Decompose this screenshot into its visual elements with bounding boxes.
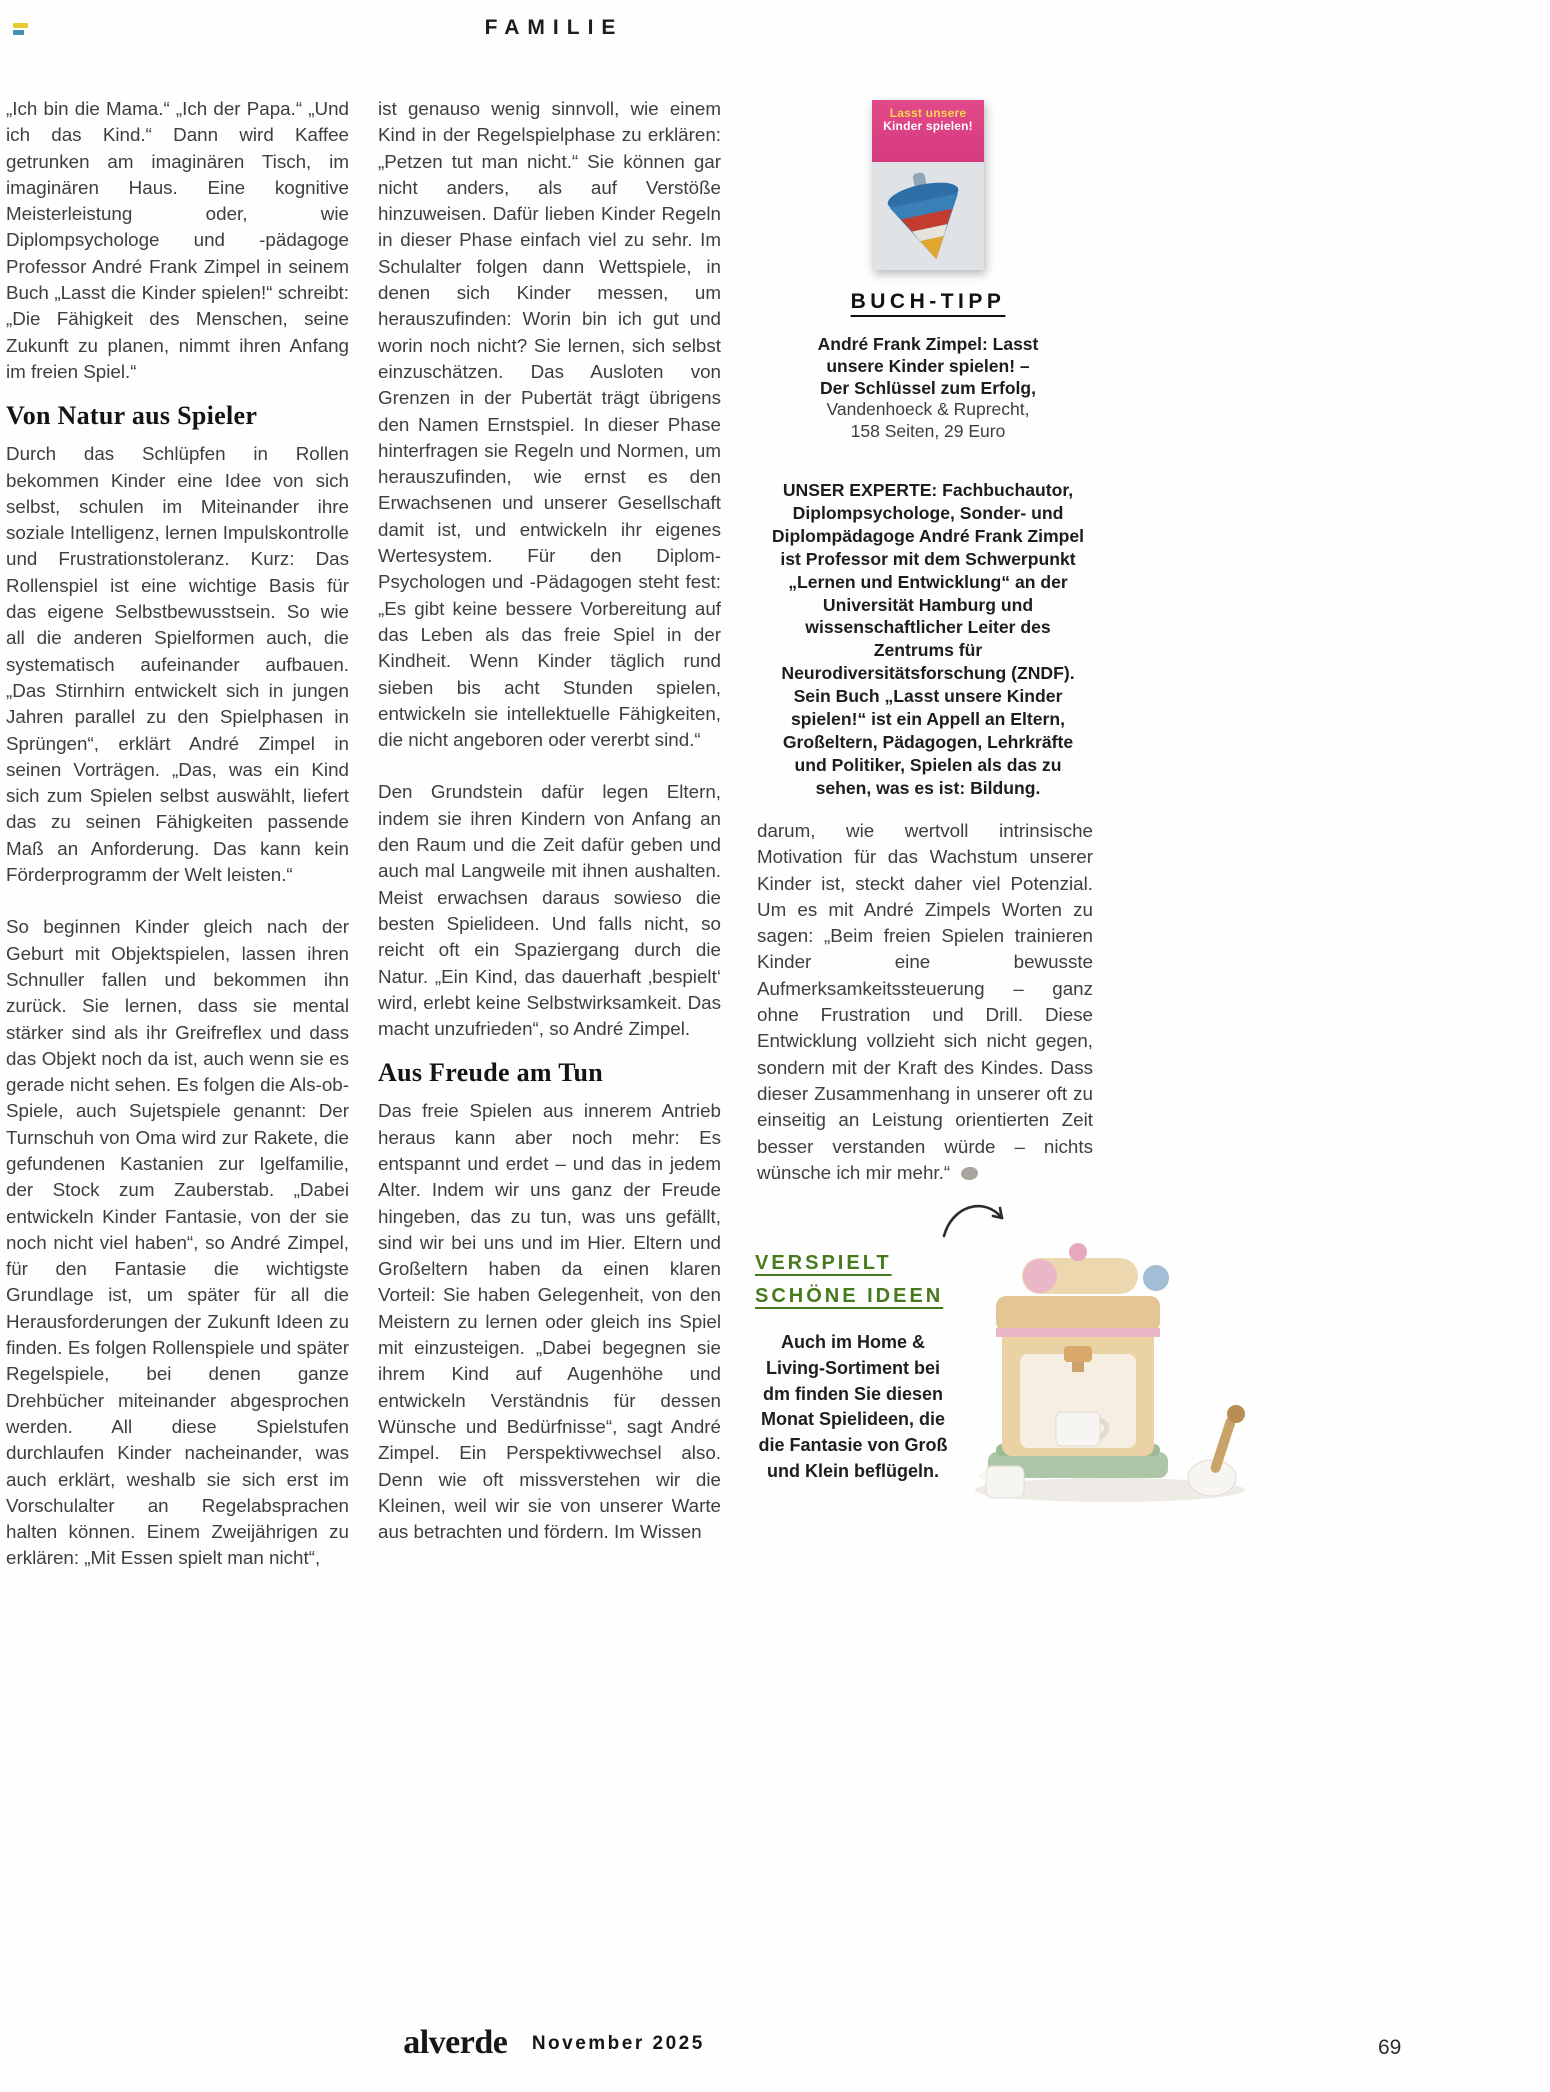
book-cover-title-line1: Lasst unsere [889, 106, 967, 120]
column-2 [378, 96, 721, 1545]
page-kicker: FAMILIE [484, 16, 624, 39]
promo-block [755, 1247, 951, 1485]
expert-bio: UNSER EXPERTE: Fachbuchautor, Diplompsychologe, Sonder- und Diplompädagoge André Frank Zimpel ist Professor mit dem Schwerpunkt „Lernen und Entwicklung“ an der Universität Hamburg und wissenschaftlicher Leiter des Zentrums für Neurodiversitätsforschung (ZNDF). Sein Buch „Lasst unsere Kinder spielen!“ ist ein Appell an Eltern, Großeltern, Pädagogen, Lehrkräfte und Politiker, Spielen als das zu sehen, was es ist: Bildung. [771, 479, 1085, 798]
article-paragraph-text: darum, wie wertvoll intrinsische Motivation für das Wachstum unserer Kinder ist, steckt daher viel Potenzial. Um es mit André Zimpels Worten zu sagen: „Beim freien Spielen trainieren Kinder eine bewusste Aufmerksamkeitssteuerung – ganz ohne Frustration und Drill. Diese Entwicklung vollzieht sich nicht gegen, sondern mit der Kraft des Kindes. Dass dieser Zusammenhang in unserer oft zu einseitig an Leistung orientierten Zeit besser verstanden würde – nichts wünsche ich mir mehr.“ [757, 820, 1093, 1183]
book-cover-title [878, 107, 978, 134]
article-paragraph [757, 818, 1093, 1186]
buch-tipp-heading: BUCH-TIPP [850, 290, 1006, 313]
promo-text: Auch im Home & Living-Sortiment bei dm finden Sie diesen Monat Spielideen, die die Fantasie von Groß und Klein beflügeln. [758, 1332, 948, 1481]
article-paragraph: Das freie Spielen aus innerem Antrieb heraus kann aber noch mehr: Es entspannt und erdet – und das in jedem Alter. Indem wir uns ganz der Freude hingeben, das zu tun, was uns gefällt, sind wir bei uns und im Hier. Eltern und Großeltern haben da einen klaren Vorteil: Sie haben Gelegenheit, von den Meistern zu lernen oder gleich ins Spiel mit einzusteigen. „Dabei begegnen sie ihrem Kind auf Augenhöhe und entwickeln Verständnis für dessen Wünsche und Bedürfnisse“, sagt André Zimpel. Ein Perspektivwechsel also. Denn wie oft missverstehen wir die Kleinen, weil wir sie von unserer Warte aus betrachten und fördern. Im Wissen [378, 1100, 721, 1543]
article-paragraph: „Ich bin die Mama.“ „Ich der Papa.“ „Und ich das Kind.“ Dann wird Kaffee getrunken am imaginären Tisch, im imaginären Haus. Eine kognitive Meisterleistung oder, wie Diplompsychologe und -pädagoge Professor André Frank Zimpel in seinem Buch „Lasst die Kinder spielen!“ schreibt: „Die Fähigkeit des Menschen, seine Zukunft zu planen, nimmt ihren Anfang im freien Spiel.“ [6, 98, 349, 382]
article-paragraph: So beginnen Kinder gleich nach der Geburt mit Objektspielen, lassen ihren Schnuller fallen und bekommen ihn zurück. Sie lernen, dass sie mental stärker sind als ihr Greifreflex und dass das Objekt noch da ist, auch wenn sie es gerade nicht sehen. Es folgen die Als-ob-Spiele, auch Sujetspiele genannt: Der Turnschuh von Oma wird zur Rakete, die gefundenen Kastanien zur Igelfamilie, der Stock zum Zauberstab. „Dabei entwickeln Kinder Fantasie, von der sie noch nicht viel haben“, so André Zimpel, für den Fantasie die wichtigste Grundlage ist, um später für all die Herausforderungen der Zukunft Ideen zu finden. Es folgen Rollenspiele und später Regelspiele, bei denen ganze Drehbücher miteinander abgesprochen werden. All diese Spielstufen durchlaufen Kinder nacheinander, was auch erklärt, weshalb sie sich erst im Vorschulalter an Regelabsprachen halten können. Einem Zweijährigen zu erklären: „Mit Essen spielt man nicht“, [6, 916, 349, 1569]
issue-date: November 2025 [531, 2033, 705, 2054]
book-cover-top [872, 100, 984, 162]
book-cover-photo [872, 162, 984, 270]
toy-coffee-machine-image [960, 1238, 1258, 1508]
section-heading-aus-freude-am-tun: Aus Freude am Tun [378, 1058, 603, 1088]
spinning-top-illustration [872, 162, 984, 270]
page-number: 69 [1378, 2036, 1402, 2059]
book-cover-image [872, 100, 984, 270]
book-cover-title-line2: Kinder spielen! [883, 119, 973, 134]
section-heading-von-natur-aus-spieler: Von Natur aus Spieler [6, 401, 258, 431]
column-1 [6, 96, 349, 1572]
end-of-article-marker [960, 1166, 979, 1181]
promo-heading [755, 1247, 951, 1313]
book-citation [810, 334, 1046, 443]
article-paragraph: Den Grundstein dafür legen Eltern, indem sie ihren Kindern von Anfang an den Raum und die Zeit dafür geben und auch mal Langweile mit ihnen aushalten. Meist erwachsen daraus sowieso die besten Spielideen. Und falls nicht, so reicht oft ein Spaziergang durch die Natur. „Ein Kind, das dauerhaft ‚bespielt‘ wird, erlebt keine Selbstwirksamkeit. Das macht unzufrieden“, so André Zimpel. [378, 781, 721, 1040]
magazine-logo: alverde [403, 2024, 508, 2061]
footer [0, 2024, 1108, 2062]
book-citation-title: André Frank Zimpel: Lasst unsere Kinder spielen! – Der Schlüssel zum Erfolg, [817, 334, 1039, 398]
article-paragraph: ist genauso wenig sinnvoll, wie einem Kind in der Regelspielphase zu erklären: „Petzen tut man nicht.“ Sie können gar nicht anders, als auf Verstöße hinzuweisen. Dafür lieben Kinder Regeln in dieser Phase einfach viel zu sehr. Im Schulalter folgen dann Wettspiele, in denen sich Kinder messen, um herauszufinden: Worin bin ich gut und worin noch nicht? Sie lernen, sich selbst einzuschätzen. Das Ausloten von Grenzen in der Pubertät trägt übrigens den Namen Ernstspiel. In dieser Phase hinterfragen sie Regeln und Normen, um herauszufinden, wie ernst es den Erwachsenen und unserer Gesellschaft damit ist, und entwickeln ihr eigenes Wertesystem. Für den Diplom-Psychologen und -Pädagogen steht fest: „Es gibt keine bessere Vorbereitung auf das Leben als das freie Spiel in der Kindheit. Wenn Kinder täglich rund sieben bis acht Stunden spielen, entwickeln sie intellektuelle Fähigkeiten, die nicht angeboren oder vererbt sind.“ [378, 98, 721, 751]
promo-heading-line1: VERSPIELT [755, 1252, 892, 1274]
promo-heading-line2: SCHÖNE IDEEN [755, 1285, 944, 1307]
book-citation-publisher: Vandenhoeck & Ruprecht, 158 Seiten, 29 Euro [826, 399, 1030, 442]
article-paragraph: Durch das Schlüpfen in Rollen bekommen Kinder eine Idee von sich selbst, schulen im Miteinander ihre soziale Intelligenz, lernen Impulskontrolle und Frustrationstoleranz. Kurz: Das Rollenspiel ist eine wichtige Basis für das eigene Selbstbewusstsein. So wie all die anderen Spielformen auch, die systematisch aufeinander aufbauen. „Das Stirnhirn entwickelt sich in jungen Jahren parallel zu den Spielphasen in Sprüngen“, erklärt André Zimpel in seinen Vorträgen. „Das, was ein Kind sich zum Spielen selbst auswählt, liefert das zu seinen Fähigkeiten passende Maß an Anforderung. Das kann kein Förderprogramm der Welt leisten.“ [6, 443, 349, 886]
book-tip-sidebar [763, 96, 1093, 800]
column-3 [757, 818, 1093, 1186]
